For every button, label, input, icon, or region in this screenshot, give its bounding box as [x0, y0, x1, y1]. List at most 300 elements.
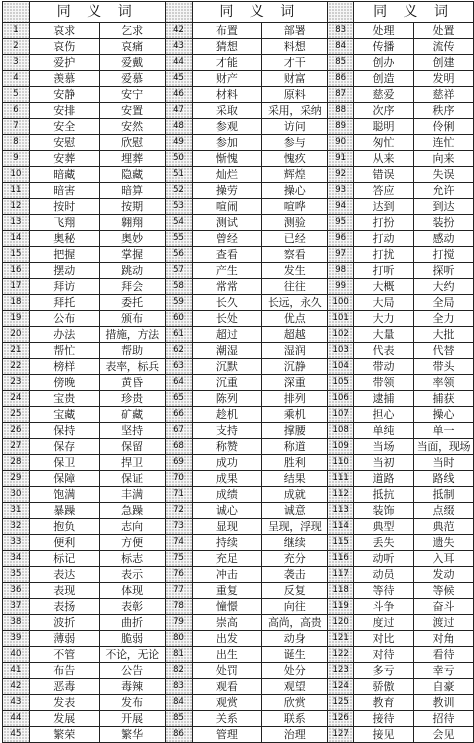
table-row [3, 679, 474, 695]
table-row [3, 183, 474, 199]
row-number: 1 [3, 23, 30, 39]
word: 拜访 [29, 279, 99, 295]
row-number: 114 [328, 519, 354, 535]
word: 打动 [354, 231, 414, 247]
synonym: 奥妙 [99, 231, 165, 247]
word: 保存 [29, 439, 99, 455]
row-number: 97 [328, 247, 354, 263]
row-number: 2 [3, 39, 30, 55]
synonym: 捕获 [413, 391, 473, 407]
synonym: 湿润 [262, 343, 328, 359]
row-number: 99 [328, 279, 354, 295]
table-row [3, 215, 474, 231]
row-number: 108 [328, 423, 354, 439]
synonym: 乞求 [99, 23, 165, 39]
row-number: 80 [165, 631, 192, 647]
synonym: 访问 [262, 119, 328, 135]
word: 趁机 [192, 407, 262, 423]
row-number: 78 [165, 599, 192, 615]
synonym: 欣赏 [262, 695, 328, 711]
table-row [3, 87, 474, 103]
row-number: 14 [3, 231, 30, 247]
synonym: 隐藏 [99, 167, 165, 183]
synonym: 秩序 [413, 103, 473, 119]
row-number: 107 [328, 407, 354, 423]
synonym: 深重 [262, 375, 328, 391]
word: 表达 [29, 567, 99, 583]
word: 安葬 [29, 151, 99, 167]
synonym: 掌握 [99, 247, 165, 263]
word: 观看 [192, 679, 262, 695]
table-row [3, 343, 474, 359]
word: 观赏 [192, 695, 262, 711]
table-row [3, 55, 474, 71]
word: 沉重 [192, 375, 262, 391]
synonym: 发明 [413, 71, 473, 87]
synonym: 操心 [262, 183, 328, 199]
table-row [3, 471, 474, 487]
row-number: 45 [165, 71, 192, 87]
row-number: 35 [3, 567, 30, 583]
word: 公布 [29, 311, 99, 327]
row-number: 45 [3, 727, 30, 743]
row-number: 37 [3, 599, 30, 615]
row-number: 43 [165, 39, 192, 55]
synonym: 帮助 [99, 343, 165, 359]
synonym: 连忙 [413, 135, 473, 151]
word: 多亏 [354, 663, 414, 679]
synonym: 跳动 [99, 263, 165, 279]
synonym: 等候 [413, 583, 473, 599]
table-row [3, 423, 474, 439]
word: 成果 [192, 471, 262, 487]
row-number: 36 [3, 583, 30, 599]
row-number: 87 [328, 87, 354, 103]
synonym: 伶俐 [413, 119, 473, 135]
word: 骄傲 [354, 679, 414, 695]
word: 便利 [29, 535, 99, 551]
row-number: 26 [3, 423, 30, 439]
row-number: 67 [165, 423, 192, 439]
word: 榜样 [29, 359, 99, 375]
synonym: 表示 [99, 567, 165, 583]
row-number: 101 [328, 311, 354, 327]
synonym: 方便 [99, 535, 165, 551]
synonym: 反复 [262, 583, 328, 599]
synonym: 曲折 [99, 615, 165, 631]
word: 惭愧 [192, 151, 262, 167]
word: 持续 [192, 535, 262, 551]
row-number: 74 [165, 535, 192, 551]
table-row [3, 119, 474, 135]
word: 传播 [354, 39, 414, 55]
synonym: 才干 [262, 55, 328, 71]
row-number: 83 [328, 23, 354, 39]
synonym: 公告 [99, 663, 165, 679]
word: 哀求 [29, 23, 99, 39]
row-number: 86 [165, 727, 192, 743]
word: 出发 [192, 631, 262, 647]
table-row [3, 599, 474, 615]
synonym: 发动 [413, 567, 473, 583]
row-number: 110 [328, 455, 354, 471]
row-number: 52 [165, 183, 192, 199]
synonym: 幸亏 [413, 663, 473, 679]
word: 安慰 [29, 135, 99, 151]
table-row [3, 535, 474, 551]
row-number: 59 [165, 295, 192, 311]
row-number: 62 [165, 343, 192, 359]
word: 暗害 [29, 183, 99, 199]
word: 才能 [192, 55, 262, 71]
synonym: 财富 [262, 71, 328, 87]
synonym: 袭击 [262, 567, 328, 583]
synonym: 标志 [99, 551, 165, 567]
word: 潮湿 [192, 343, 262, 359]
row-number: 33 [3, 535, 30, 551]
word: 处理 [354, 23, 414, 39]
row-number: 27 [3, 439, 30, 455]
word: 出生 [192, 647, 262, 663]
word: 接见 [354, 727, 414, 743]
table-row [3, 167, 474, 183]
row-number: 21 [3, 343, 30, 359]
word: 布告 [29, 663, 99, 679]
row-number: 49 [165, 135, 192, 151]
word: 匆忙 [354, 135, 414, 151]
row-number: 100 [328, 295, 354, 311]
table-row [3, 391, 474, 407]
row-number: 39 [3, 631, 30, 647]
word: 诚心 [192, 503, 262, 519]
synonym: 联系 [262, 711, 328, 727]
synonym: 成就 [262, 487, 328, 503]
synonym: 愧疚 [262, 151, 328, 167]
word: 从来 [354, 151, 414, 167]
synonym: 毒辣 [99, 679, 165, 695]
word: 保障 [29, 471, 99, 487]
synonym: 继续 [262, 535, 328, 551]
synonym: 入耳 [413, 551, 473, 567]
word: 打扰 [354, 247, 414, 263]
word: 装饰 [354, 503, 414, 519]
synonym: 察看 [262, 247, 328, 263]
row-number: 96 [328, 231, 354, 247]
row-number: 122 [328, 647, 354, 663]
row-number: 23 [3, 375, 30, 391]
synonym: 暗算 [99, 183, 165, 199]
word: 担心 [354, 407, 414, 423]
row-number: 111 [328, 471, 354, 487]
row-number: 119 [328, 599, 354, 615]
word: 测试 [192, 215, 262, 231]
word: 暴躁 [29, 503, 99, 519]
word: 布置 [192, 23, 262, 39]
word: 爱护 [29, 55, 99, 71]
synonym: 观望 [262, 679, 328, 695]
synonym: 当时 [413, 455, 473, 471]
word: 查看 [192, 247, 262, 263]
table-row [3, 583, 474, 599]
row-number: 28 [3, 455, 30, 471]
row-number: 95 [328, 215, 354, 231]
word: 大力 [354, 311, 414, 327]
row-number: 54 [165, 215, 192, 231]
row-number: 55 [165, 231, 192, 247]
synonym: 典范 [413, 519, 473, 535]
word: 沉默 [192, 359, 262, 375]
word: 显现 [192, 519, 262, 535]
table-row [3, 727, 474, 743]
synonym: 呈现，浮现 [262, 519, 328, 535]
word: 大局 [354, 295, 414, 311]
synonym: 已经 [262, 231, 328, 247]
word: 慈爱 [354, 87, 414, 103]
row-number: 16 [3, 263, 30, 279]
word: 典型 [354, 519, 414, 535]
row-number: 123 [328, 663, 354, 679]
row-number: 68 [165, 439, 192, 455]
word: 达到 [354, 199, 414, 215]
synonym: 安然 [99, 119, 165, 135]
group-header-3: 同 义 词 [354, 2, 474, 23]
word: 暗藏 [29, 167, 99, 183]
synonym: 发生 [262, 263, 328, 279]
synonym: 打搅 [413, 247, 473, 263]
table-row [3, 247, 474, 263]
synonym: 教训 [413, 695, 473, 711]
row-number: 42 [165, 23, 192, 39]
row-number: 116 [328, 551, 354, 567]
synonym: 当面，现场 [413, 439, 473, 455]
row-number: 3 [3, 55, 30, 71]
word: 丢失 [354, 535, 414, 551]
synonym: 志向 [99, 519, 165, 535]
row-number: 4 [3, 71, 30, 87]
synonym: 测验 [262, 215, 328, 231]
row-number: 60 [165, 311, 192, 327]
row-number: 57 [165, 263, 192, 279]
synonym-table [2, 1, 474, 743]
word: 逮捕 [354, 391, 414, 407]
row-number: 92 [328, 167, 354, 183]
row-number: 102 [328, 327, 354, 343]
synonym: 辉煌 [262, 167, 328, 183]
row-number: 98 [328, 263, 354, 279]
row-number: 61 [165, 327, 192, 343]
word: 恶毒 [29, 679, 99, 695]
row-number: 43 [3, 695, 30, 711]
row-number: 86 [328, 71, 354, 87]
row-number: 66 [165, 407, 192, 423]
word: 当场 [354, 439, 414, 455]
word: 教育 [354, 695, 414, 711]
word: 抱负 [29, 519, 99, 535]
row-number: 76 [165, 567, 192, 583]
word: 对比 [354, 631, 414, 647]
word: 飞翔 [29, 215, 99, 231]
synonym: 料想 [262, 39, 328, 55]
synonym: 喧哗 [262, 199, 328, 215]
synonym: 向来 [413, 151, 473, 167]
row-number: 112 [328, 487, 354, 503]
synonym: 点缀 [413, 503, 473, 519]
table-row [3, 295, 474, 311]
word: 带动 [354, 359, 414, 375]
row-number: 103 [328, 343, 354, 359]
table-row [3, 71, 474, 87]
synonym: 部署 [262, 23, 328, 39]
synonym: 措施，方法 [99, 327, 165, 343]
word: 傍晚 [29, 375, 99, 391]
row-number: 58 [165, 279, 192, 295]
row-number: 25 [3, 407, 30, 423]
synonym: 称道 [262, 439, 328, 455]
table-row [3, 311, 474, 327]
word: 按时 [29, 199, 99, 215]
table-row [3, 615, 474, 631]
row-number: 69 [165, 455, 192, 471]
row-number: 64 [165, 375, 192, 391]
synonym: 埋葬 [99, 151, 165, 167]
row-number: 56 [165, 247, 192, 263]
synonym: 丰满 [99, 487, 165, 503]
synonym: 允许 [413, 183, 473, 199]
synonym: 充分 [262, 551, 328, 567]
row-number: 94 [328, 199, 354, 215]
word: 处罚 [192, 663, 262, 679]
word: 帮忙 [29, 343, 99, 359]
word: 安静 [29, 87, 99, 103]
row-number: 50 [165, 151, 192, 167]
row-number: 125 [328, 695, 354, 711]
table-header-row [3, 2, 474, 23]
row-number: 40 [3, 647, 30, 663]
synonym: 结果 [262, 471, 328, 487]
synonym: 安置 [99, 103, 165, 119]
synonym: 全力 [413, 311, 473, 327]
row-number: 81 [165, 647, 192, 663]
word: 拜托 [29, 295, 99, 311]
word: 奥秘 [29, 231, 99, 247]
word: 错误 [354, 167, 414, 183]
word: 长久 [192, 295, 262, 311]
table-row [3, 231, 474, 247]
row-number: 85 [328, 55, 354, 71]
word: 当初 [354, 455, 414, 471]
word: 不管 [29, 647, 99, 663]
synonym: 胜利 [262, 455, 328, 471]
row-number: 11 [3, 183, 30, 199]
row-number: 8 [3, 135, 30, 151]
row-number: 17 [3, 279, 30, 295]
table-row [3, 519, 474, 535]
synonym: 装扮 [413, 215, 473, 231]
row-number: 46 [165, 87, 192, 103]
word: 打扮 [354, 215, 414, 231]
synonym: 捍卫 [99, 455, 165, 471]
word: 充足 [192, 551, 262, 567]
row-number: 13 [3, 215, 30, 231]
word: 参观 [192, 119, 262, 135]
row-number: 117 [328, 567, 354, 583]
row-number: 5 [3, 87, 30, 103]
row-number: 12 [3, 199, 30, 215]
synonym: 表率，标兵 [99, 359, 165, 375]
group-header-1: 同 义 词 [29, 2, 165, 23]
synonym: 到达 [413, 199, 473, 215]
word: 保持 [29, 423, 99, 439]
word: 操劳 [192, 183, 262, 199]
synonym: 矿藏 [99, 407, 165, 423]
word: 等待 [354, 583, 414, 599]
synonym: 全局 [413, 295, 473, 311]
row-number: 29 [3, 471, 30, 487]
row-number: 88 [328, 103, 354, 119]
row-number: 89 [328, 119, 354, 135]
synonym: 探听 [413, 263, 473, 279]
table-row [3, 39, 474, 55]
row-number: 85 [165, 711, 192, 727]
word: 繁荣 [29, 727, 99, 743]
row-number: 71 [165, 487, 192, 503]
word: 表现 [29, 583, 99, 599]
synonym: 表彰 [99, 599, 165, 615]
word: 接待 [354, 711, 414, 727]
word: 度过 [354, 615, 414, 631]
synonym: 欣慰 [99, 135, 165, 151]
table-row [3, 407, 474, 423]
synonym: 流传 [413, 39, 473, 55]
synonym: 渡过 [413, 615, 473, 631]
row-number: 90 [328, 135, 354, 151]
table-row [3, 199, 474, 215]
synonym: 繁华 [99, 727, 165, 743]
row-number: 73 [165, 519, 192, 535]
word: 崇高 [192, 615, 262, 631]
row-number: 120 [328, 615, 354, 631]
synonym: 处置 [413, 23, 473, 39]
word: 发表 [29, 695, 99, 711]
synonym: 珍贵 [99, 391, 165, 407]
row-number: 15 [3, 247, 30, 263]
synonym: 撑腰 [262, 423, 328, 439]
row-number: 79 [165, 615, 192, 631]
row-number: 121 [328, 631, 354, 647]
word: 羡慕 [29, 71, 99, 87]
word: 打听 [354, 263, 414, 279]
synonym: 诚意 [262, 503, 328, 519]
row-number: 118 [328, 583, 354, 599]
synonym: 爱慕 [99, 71, 165, 87]
synonym: 慈祥 [413, 87, 473, 103]
word: 产生 [192, 263, 262, 279]
row-number: 113 [328, 503, 354, 519]
word: 灿烂 [192, 167, 262, 183]
row-number: 30 [3, 487, 30, 503]
row-number: 106 [328, 391, 354, 407]
row-number: 44 [165, 55, 192, 71]
synonym: 带头 [413, 359, 473, 375]
synonym: 路线 [413, 471, 473, 487]
table-row [3, 711, 474, 727]
word: 对待 [354, 647, 414, 663]
word: 憧憬 [192, 599, 262, 615]
synonym: 不论，无论 [99, 647, 165, 663]
word: 聪明 [354, 119, 414, 135]
row-number: 127 [328, 727, 354, 743]
synonym: 坚持 [99, 423, 165, 439]
